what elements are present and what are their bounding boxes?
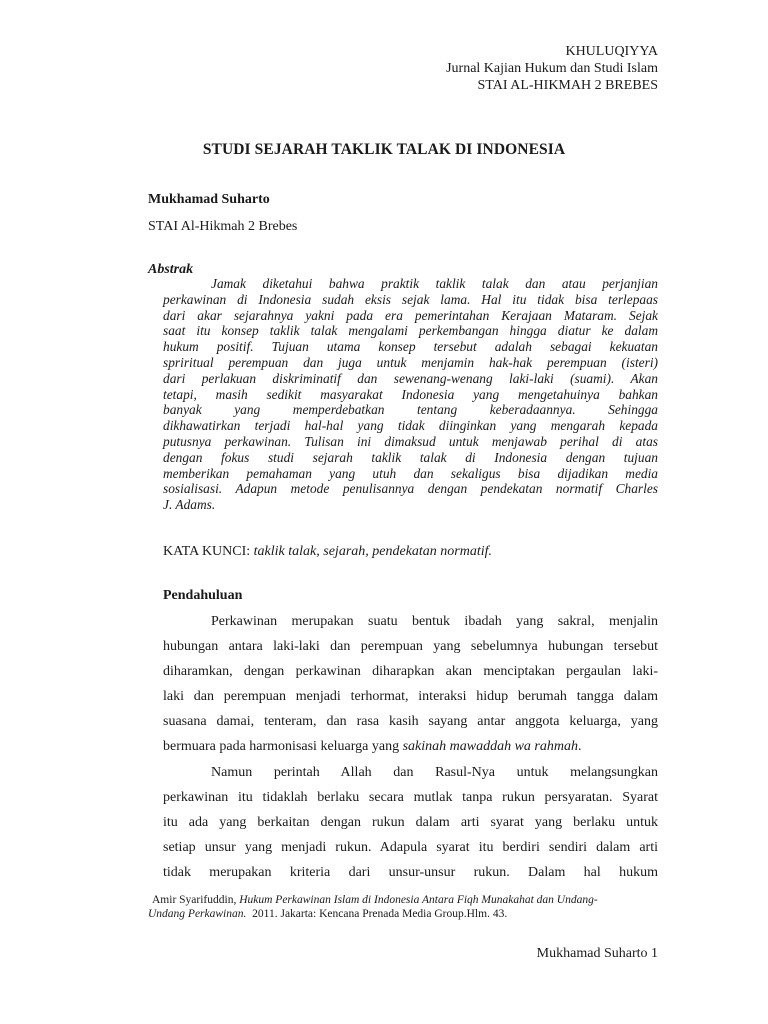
journal-header <box>446 43 658 94</box>
paragraph-line <box>163 734 658 759</box>
abstract-line: saat itu konsep taklik talak mengalami perkembangan hingga diatur ke dalam <box>163 323 658 339</box>
abstract-line: tetapi, masih sedikit masyarakat Indonesia yang mengetahuinya bahkan <box>163 386 658 402</box>
abstract-line: spriritual perempuan dan juga untuk menjamin hak-hak perempuan (isteri) <box>163 354 658 370</box>
journal-institution: STAI AL-HIKMAH 2 BREBES <box>477 78 658 93</box>
footnote-line <box>148 907 658 921</box>
paragraph-text: bermuara pada harmonisasi keluarga yang <box>163 739 403 755</box>
article-title: STUDI SEJARAH TAKLIK TALAK DI INDONESIA <box>202 141 566 158</box>
author-affiliation: STAI Al-Hikmah 2 Brebes <box>148 219 298 234</box>
footnote-citation: 2011. Jakarta: Kencana Prenada Media Group.Hlm. 43. <box>246 908 508 920</box>
footnote-title: Undang Perkawinan. <box>148 908 247 920</box>
abstract-heading: Abstrak <box>148 262 194 277</box>
section-heading-introduction: Pendahuluan <box>163 588 243 603</box>
paragraph-line: tidak merupakan kriteria dari unsur-unsur rukun. Dalam hal hukum <box>163 864 658 880</box>
abstract-line: putusnya perkawinan. Tulisan ini dimaksud untuk menjawab perihal di atas <box>163 433 658 449</box>
abstract-line: hukum positif. Tujuan utama konsep tersebut adalah sebagai kekuatan <box>163 339 658 355</box>
abstract-line: memberikan pemahaman yang utuh dan sekaligus bisa dijadikan media <box>163 465 658 481</box>
keywords-values: taklik talak, sejarah, pendekatan normatif. <box>253 544 493 559</box>
footnote <box>148 893 658 921</box>
abstract-line: dengan fokus studi sejarah taklik talak di Indonesia dengan tujuan <box>163 449 658 465</box>
emphasis-text: sakinah mawaddah wa rahmah <box>402 739 578 755</box>
paragraph-line: diharamkan, dengan perkawinan diharapkan akan menciptakan pergaulan laki- <box>163 664 658 680</box>
paragraph-line: laki dan perempuan menjadi terhormat, interaksi hidup berumah tangga dalam <box>163 689 658 705</box>
keywords-label: KATA KUNCI: <box>163 544 251 559</box>
page-footer: Mukhamad Suharto 1 <box>536 946 658 961</box>
paragraph-line: hubungan antara laki-laki dan perempuan yang sebelumnya hubungan tersebut <box>163 639 658 655</box>
abstract-line: banyak yang memperdebatkan tentang keberadaannya. Sehingga <box>163 402 658 418</box>
abstract-line: sosialisasi. Adapun metode penulisannya dengan pendekatan normatif Charles <box>163 481 658 497</box>
author-name: Mukhamad Suharto <box>148 192 270 207</box>
journal-subtitle: Jurnal Kajian Hukum dan Studi Islam <box>446 61 658 76</box>
abstract-line: Jamak diketahui bahwa praktik taklik talak dan atau perjanjian <box>211 276 658 291</box>
paragraph-line: itu ada yang berkaitan dengan rukun dalam arti syarat yang berlaku untuk <box>163 814 658 830</box>
paragraph-line: Perkawinan merupakan suatu bentuk ibadah yang sakral, menjalin <box>211 614 658 629</box>
footnote-line <box>148 893 658 907</box>
abstract-body <box>163 276 658 513</box>
paragraph-line: Namun perintah Allah dan Rasul-Nya untuk melangsungkan <box>211 764 658 780</box>
paragraph-text: . <box>578 739 582 755</box>
keywords <box>163 544 492 560</box>
journal-name: KHULUQIYYA <box>565 44 658 59</box>
paragraph-line: suasana damai, tenteram, dan rasa kasih sayang antar anggota keluarga, yang <box>163 714 658 730</box>
paragraph-line: setiap unsur yang menjadi rukun. Adapula syarat itu berdiri sendiri dalam arti <box>163 839 658 855</box>
abstract-line: dikhawatirkan terjadi hal-hal yang tidak diinginkan yang mengarah kepada <box>163 418 658 434</box>
abstract-line: dari akar sejarahnya yakni pada era pemerintahan Kerajaan Mataram. Sejak <box>163 307 658 323</box>
introduction-body <box>163 609 658 885</box>
footnote-author: Amir Syarifuddin, <box>152 894 240 906</box>
abstract-line: J. Adams. <box>163 497 216 513</box>
abstract-line: dari perlakuan diskriminatif dan sewenang-wenang laki-laki (suami). Akan <box>163 370 658 386</box>
abstract-line: perkawinan di Indonesia sudah eksis sejak lama. Hal itu tidak bisa terlepaas <box>163 291 658 307</box>
footnote-title: Hukum Perkawinan Islam di Indonesia Antara Fiqh Munakahat dan Undang- <box>239 894 598 906</box>
paragraph-line: perkawinan itu tidaklah berlaku secara mutlak tanpa rukun persyaratan. Syarat <box>163 789 658 805</box>
